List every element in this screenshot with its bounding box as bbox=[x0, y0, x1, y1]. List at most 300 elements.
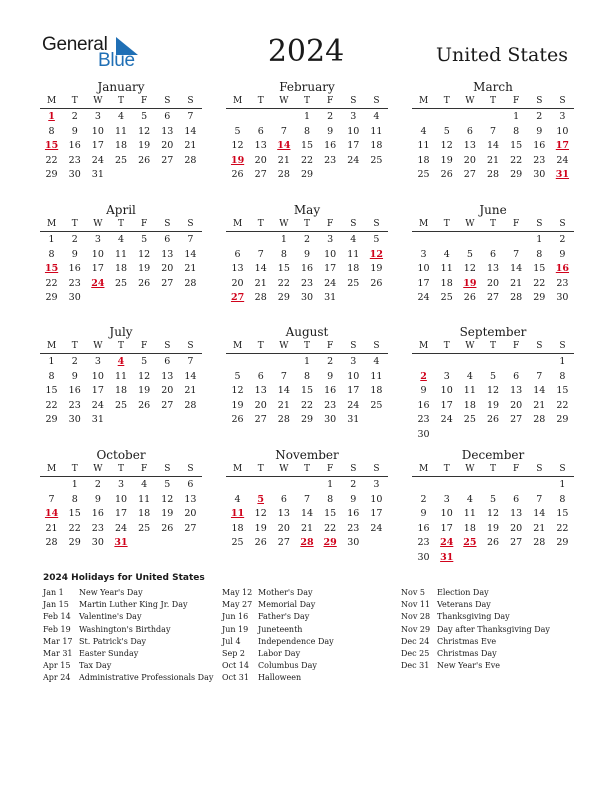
day-cell: 3 bbox=[117, 479, 125, 490]
weekday-label: T bbox=[257, 96, 264, 106]
empty-cell bbox=[249, 110, 272, 125]
day-cell: 23 bbox=[533, 154, 546, 166]
holiday-day: 28 bbox=[300, 537, 314, 548]
holiday-name: Administrative Professionals Day bbox=[79, 673, 214, 683]
day-cell: 18 bbox=[440, 277, 453, 289]
day-cell: 4 bbox=[443, 248, 450, 260]
holiday-name: Labor Day bbox=[258, 648, 301, 658]
day-cell: 18 bbox=[417, 154, 430, 166]
empty-cell bbox=[481, 110, 504, 125]
weekday-label: S bbox=[536, 219, 543, 229]
day-cell: 23 bbox=[417, 537, 430, 548]
day-grid bbox=[412, 477, 574, 565]
empty-cell bbox=[272, 110, 295, 125]
weekday-label: F bbox=[513, 341, 520, 351]
holiday-row bbox=[222, 660, 334, 672]
day-cell: 8 bbox=[71, 493, 78, 505]
day-cell: 6 bbox=[234, 248, 241, 260]
day-cell: 5 bbox=[466, 248, 473, 260]
empty-cell bbox=[528, 478, 551, 493]
weekday-label: T bbox=[71, 96, 78, 106]
day-cell: 6 bbox=[164, 111, 171, 122]
day-cell: 30 bbox=[91, 537, 104, 548]
day-cell: 17 bbox=[440, 522, 453, 534]
day-cell: 25 bbox=[347, 277, 360, 289]
day-cell: 6 bbox=[489, 248, 497, 260]
holiday-date: Oct 14 bbox=[222, 661, 249, 671]
holiday-row bbox=[222, 587, 334, 599]
day-cell: 26 bbox=[486, 537, 500, 548]
day-cell: 12 bbox=[138, 248, 151, 260]
weekday-label: T bbox=[489, 219, 496, 229]
empty-cell bbox=[226, 233, 249, 248]
day-cell: 24 bbox=[440, 414, 453, 425]
empty-cell bbox=[505, 478, 528, 493]
weekday-label: S bbox=[187, 341, 194, 351]
day-cell: 12 bbox=[486, 385, 500, 396]
weekday-header bbox=[40, 340, 202, 354]
day-cell: 8 bbox=[559, 370, 566, 382]
day-cell: 10 bbox=[347, 370, 360, 382]
day-cell: 4 bbox=[117, 111, 125, 122]
weekday-label: T bbox=[117, 464, 124, 474]
day-cell: 23 bbox=[300, 277, 314, 289]
day-cell: 15 bbox=[300, 140, 314, 151]
day-cell: 10 bbox=[370, 493, 383, 505]
day-cell: 1 bbox=[327, 479, 334, 490]
day-cell: 17 bbox=[91, 263, 104, 274]
day-cell: 1 bbox=[303, 111, 311, 122]
weekday-label: S bbox=[536, 96, 543, 106]
weekday-label: F bbox=[141, 219, 148, 229]
day-cell: 19 bbox=[138, 263, 151, 274]
day-cell: 25 bbox=[417, 169, 430, 180]
holiday-name: St. Patrick's Day bbox=[79, 636, 147, 646]
holiday-row bbox=[401, 587, 550, 599]
holiday-date: Feb 14 bbox=[43, 612, 71, 622]
day-cell: 29 bbox=[510, 169, 523, 180]
day-cell: 23 bbox=[91, 522, 104, 534]
weekday-label: S bbox=[559, 341, 566, 351]
day-cell: 18 bbox=[138, 508, 151, 519]
day-cell: 2 bbox=[536, 111, 543, 122]
day-cell: 1 bbox=[559, 356, 566, 367]
month-july bbox=[40, 324, 202, 428]
day-cell: 15 bbox=[300, 385, 314, 396]
empty-cell bbox=[458, 355, 481, 370]
weekday-label: M bbox=[46, 96, 57, 106]
day-cell: 29 bbox=[45, 292, 58, 303]
day-cell: 19 bbox=[138, 385, 151, 396]
day-cell: 21 bbox=[184, 140, 197, 151]
day-cell: 2 bbox=[71, 234, 78, 245]
day-cell: 17 bbox=[347, 140, 360, 151]
empty-cell bbox=[226, 478, 249, 493]
empty-cell bbox=[295, 478, 318, 493]
day-cell: 27 bbox=[486, 292, 500, 303]
day-cell: 13 bbox=[161, 125, 174, 137]
month-title: April bbox=[106, 203, 136, 217]
day-cell: 12 bbox=[254, 508, 267, 519]
day-cell: 4 bbox=[373, 356, 380, 367]
day-cell: 26 bbox=[161, 522, 174, 534]
weekday-label: F bbox=[327, 341, 334, 351]
holiday-day: 31 bbox=[555, 169, 570, 180]
month-title: December bbox=[461, 448, 525, 462]
holiday-row bbox=[222, 636, 334, 648]
day-cell: 1 bbox=[536, 234, 543, 245]
holiday-row bbox=[222, 648, 334, 660]
day-cell: 27 bbox=[463, 169, 476, 180]
month-april bbox=[40, 202, 202, 306]
day-cell: 6 bbox=[513, 493, 520, 505]
day-cell: 16 bbox=[417, 399, 430, 411]
weekday-label: S bbox=[373, 464, 380, 474]
holiday-date: Sep 2 bbox=[222, 648, 245, 658]
holiday-row bbox=[222, 624, 334, 636]
weekday-label: T bbox=[303, 96, 310, 106]
day-cell: 3 bbox=[94, 111, 101, 122]
day-cell: 24 bbox=[347, 154, 360, 166]
holiday-row bbox=[43, 660, 213, 672]
holiday-date: Oct 31 bbox=[222, 673, 249, 683]
day-cell: 11 bbox=[463, 508, 476, 519]
day-cell: 2 bbox=[327, 356, 334, 367]
day-cell: 21 bbox=[277, 399, 290, 411]
day-cell: 7 bbox=[187, 356, 194, 367]
day-cell: 14 bbox=[300, 508, 314, 519]
day-cell: 9 bbox=[536, 125, 543, 137]
day-cell: 21 bbox=[300, 522, 314, 534]
weekday-label: T bbox=[71, 464, 78, 474]
day-cell: 6 bbox=[280, 493, 287, 505]
holiday-name: Veterans Day bbox=[437, 600, 491, 610]
holiday-day: 5 bbox=[257, 493, 265, 505]
day-cell: 20 bbox=[277, 522, 290, 534]
holiday-row bbox=[43, 611, 213, 623]
weekday-label: T bbox=[71, 219, 78, 229]
day-cell: 20 bbox=[510, 399, 523, 411]
holiday-row bbox=[222, 599, 334, 611]
holiday-day: 15 bbox=[44, 140, 59, 151]
country-name: United States bbox=[435, 44, 568, 66]
weekday-label: S bbox=[559, 464, 566, 474]
day-cell: 8 bbox=[48, 125, 55, 137]
day-cell: 11 bbox=[370, 370, 383, 382]
day-cell: 17 bbox=[440, 399, 453, 411]
weekday-header bbox=[226, 340, 388, 354]
empty-cell bbox=[528, 355, 551, 370]
day-cell: 4 bbox=[466, 493, 473, 505]
holiday-day: 31 bbox=[114, 537, 128, 548]
day-cell: 5 bbox=[234, 125, 241, 137]
day-cell: 19 bbox=[254, 522, 267, 534]
day-cell: 9 bbox=[71, 248, 78, 260]
day-grid bbox=[412, 232, 574, 306]
day-cell: 26 bbox=[231, 169, 244, 180]
day-cell: 18 bbox=[114, 140, 128, 151]
day-cell: 4 bbox=[466, 370, 473, 382]
day-cell: 2 bbox=[559, 234, 566, 245]
day-cell: 25 bbox=[138, 522, 151, 534]
day-cell: 13 bbox=[486, 263, 500, 274]
holiday-date: Nov 11 bbox=[401, 600, 431, 610]
day-cell: 28 bbox=[184, 277, 197, 289]
holiday-name: Day after Thanksgiving Day bbox=[437, 624, 550, 634]
weekday-label: T bbox=[443, 464, 450, 474]
weekday-header bbox=[226, 218, 388, 232]
day-cell: 28 bbox=[533, 537, 546, 548]
day-cell: 11 bbox=[114, 125, 128, 137]
day-cell: 1 bbox=[280, 234, 287, 245]
weekday-label: T bbox=[489, 96, 496, 106]
day-cell: 18 bbox=[114, 263, 128, 274]
day-cell: 26 bbox=[138, 277, 151, 289]
weekday-label: S bbox=[164, 96, 171, 106]
day-cell: 6 bbox=[187, 479, 194, 490]
day-cell: 21 bbox=[533, 522, 546, 534]
holiday-name: Valentine's Day bbox=[79, 612, 142, 622]
holiday-date: Feb 19 bbox=[43, 624, 71, 634]
holiday-row bbox=[401, 624, 550, 636]
day-cell: 24 bbox=[91, 154, 104, 166]
holiday-date: Jan 1 bbox=[43, 588, 64, 597]
month-august bbox=[226, 324, 388, 428]
holiday-day: 29 bbox=[323, 537, 337, 548]
weekday-label: M bbox=[418, 341, 429, 351]
holidays-column bbox=[222, 587, 334, 685]
day-cell: 20 bbox=[254, 399, 267, 411]
weekday-label: T bbox=[257, 341, 264, 351]
day-cell: 29 bbox=[277, 292, 290, 303]
weekday-label: S bbox=[164, 341, 171, 351]
day-cell: 15 bbox=[324, 508, 337, 519]
day-cell: 18 bbox=[463, 522, 476, 534]
day-cell: 25 bbox=[370, 154, 383, 166]
weekday-label: W bbox=[279, 96, 289, 106]
holiday-day: 14 bbox=[44, 508, 59, 519]
day-cell: 15 bbox=[556, 508, 569, 519]
weekday-label: S bbox=[536, 464, 543, 474]
weekday-label: F bbox=[141, 464, 148, 474]
day-grid bbox=[412, 109, 574, 183]
empty-cell bbox=[226, 110, 249, 125]
weekday-label: S bbox=[536, 341, 543, 351]
weekday-label: W bbox=[465, 219, 475, 229]
day-cell: 10 bbox=[324, 248, 337, 260]
weekday-label: T bbox=[443, 96, 450, 106]
holiday-name: Tax Day bbox=[79, 661, 112, 671]
day-cell: 22 bbox=[300, 154, 314, 166]
day-cell: 4 bbox=[234, 493, 241, 505]
holiday-day: 1 bbox=[48, 111, 55, 122]
day-cell: 25 bbox=[114, 399, 128, 411]
calendar-year: 2024 bbox=[267, 34, 345, 69]
day-cell: 8 bbox=[280, 248, 287, 260]
day-cell: 3 bbox=[350, 356, 357, 367]
day-cell: 7 bbox=[48, 493, 55, 505]
day-cell: 20 bbox=[510, 522, 523, 534]
holiday-name: Halloween bbox=[258, 673, 302, 683]
day-cell: 17 bbox=[347, 385, 360, 396]
day-cell: 16 bbox=[68, 140, 81, 151]
holiday-date: Jun 16 bbox=[222, 612, 249, 622]
day-cell: 27 bbox=[161, 277, 174, 289]
day-cell: 28 bbox=[277, 169, 290, 180]
day-cell: 23 bbox=[68, 277, 81, 289]
holiday-date: Mar 31 bbox=[43, 648, 73, 658]
day-cell: 19 bbox=[486, 522, 500, 534]
day-cell: 25 bbox=[463, 414, 476, 425]
day-cell: 3 bbox=[327, 234, 334, 245]
day-cell: 27 bbox=[277, 537, 290, 548]
weekday-label: S bbox=[559, 219, 566, 229]
holiday-name: Memorial Day bbox=[258, 600, 316, 610]
weekday-label: W bbox=[93, 341, 103, 351]
day-cell: 14 bbox=[184, 125, 197, 137]
day-cell: 30 bbox=[556, 292, 569, 303]
empty-cell bbox=[435, 478, 458, 493]
day-cell: 8 bbox=[327, 493, 334, 505]
day-cell: 13 bbox=[254, 385, 267, 396]
weekday-label: T bbox=[443, 341, 450, 351]
holiday-date: Nov 5 bbox=[401, 588, 425, 597]
holiday-date: Jun 19 bbox=[222, 624, 249, 634]
day-cell: 19 bbox=[370, 263, 383, 274]
day-cell: 4 bbox=[117, 234, 125, 245]
month-may bbox=[226, 202, 388, 306]
weekday-label: T bbox=[257, 219, 264, 229]
day-grid bbox=[226, 109, 388, 183]
holiday-date: Jan 15 bbox=[43, 600, 69, 610]
holiday-row bbox=[222, 611, 334, 623]
day-cell: 16 bbox=[324, 140, 337, 151]
holiday-name: New Year's Day bbox=[79, 588, 143, 597]
day-cell: 18 bbox=[114, 385, 128, 396]
day-cell: 30 bbox=[68, 169, 81, 180]
logo-text-blue: Blue bbox=[98, 50, 135, 71]
month-title: September bbox=[459, 325, 527, 339]
day-cell: 19 bbox=[138, 140, 151, 151]
day-cell: 27 bbox=[510, 414, 523, 425]
day-cell: 24 bbox=[114, 522, 128, 534]
day-cell: 30 bbox=[300, 292, 314, 303]
day-cell: 3 bbox=[350, 111, 357, 122]
holiday-name: Christmas Eve bbox=[437, 636, 497, 646]
weekday-label: M bbox=[232, 341, 243, 351]
weekday-label: W bbox=[465, 464, 475, 474]
day-cell: 31 bbox=[324, 292, 337, 303]
weekday-label: T bbox=[443, 219, 450, 229]
day-cell: 23 bbox=[347, 522, 360, 534]
day-cell: 28 bbox=[254, 292, 267, 303]
day-cell: 17 bbox=[370, 508, 383, 519]
day-cell: 28 bbox=[510, 292, 523, 303]
day-cell: 16 bbox=[68, 385, 81, 396]
day-cell: 6 bbox=[164, 234, 171, 245]
day-cell: 3 bbox=[420, 248, 427, 260]
empty-cell bbox=[458, 110, 481, 125]
day-cell: 2 bbox=[71, 356, 78, 367]
day-cell: 22 bbox=[45, 154, 58, 166]
holiday-date: Apr 15 bbox=[43, 661, 71, 671]
day-cell: 10 bbox=[114, 493, 128, 505]
weekday-header bbox=[226, 463, 388, 477]
weekday-label: W bbox=[465, 341, 475, 351]
day-cell: 8 bbox=[303, 125, 311, 137]
holiday-date: Nov 29 bbox=[401, 624, 431, 634]
month-october bbox=[40, 447, 202, 551]
holiday-row bbox=[43, 599, 213, 611]
holiday-day: 27 bbox=[230, 292, 245, 303]
day-cell: 6 bbox=[466, 125, 473, 137]
holiday-row bbox=[43, 672, 213, 684]
day-grid bbox=[412, 354, 574, 442]
day-cell: 25 bbox=[114, 154, 128, 166]
holiday-row bbox=[401, 611, 550, 623]
day-cell: 17 bbox=[324, 263, 337, 274]
day-cell: 28 bbox=[533, 414, 546, 425]
day-cell: 7 bbox=[280, 370, 287, 382]
day-cell: 7 bbox=[303, 493, 311, 505]
empty-cell bbox=[226, 355, 249, 370]
day-cell: 30 bbox=[347, 537, 360, 548]
month-title: February bbox=[279, 80, 335, 94]
day-cell: 22 bbox=[45, 399, 58, 411]
empty-cell bbox=[249, 478, 272, 493]
weekday-label: S bbox=[373, 341, 380, 351]
day-cell: 23 bbox=[556, 277, 569, 289]
day-cell: 3 bbox=[373, 479, 380, 490]
holiday-row bbox=[401, 599, 550, 611]
day-cell: 3 bbox=[94, 234, 101, 245]
day-cell: 10 bbox=[91, 125, 104, 137]
day-cell: 31 bbox=[91, 414, 104, 425]
day-cell: 9 bbox=[559, 248, 566, 260]
day-cell: 12 bbox=[486, 508, 500, 519]
empty-cell bbox=[412, 233, 435, 248]
month-title: October bbox=[96, 448, 146, 462]
day-cell: 24 bbox=[91, 399, 104, 411]
empty-cell bbox=[435, 233, 458, 248]
day-cell: 26 bbox=[440, 169, 453, 180]
day-cell: 24 bbox=[324, 277, 337, 289]
holiday-row bbox=[401, 636, 550, 648]
day-cell: 13 bbox=[510, 508, 523, 519]
day-cell: 9 bbox=[350, 493, 357, 505]
day-cell: 23 bbox=[68, 154, 81, 166]
day-cell: 6 bbox=[257, 370, 264, 382]
weekday-label: F bbox=[327, 219, 334, 229]
day-cell: 14 bbox=[533, 385, 546, 396]
weekday-label: T bbox=[117, 341, 124, 351]
day-cell: 16 bbox=[324, 385, 337, 396]
weekday-label: M bbox=[418, 219, 429, 229]
empty-cell bbox=[481, 233, 504, 248]
day-grid bbox=[226, 477, 388, 551]
weekday-label: T bbox=[303, 464, 310, 474]
day-cell: 16 bbox=[68, 263, 81, 274]
day-cell: 16 bbox=[91, 508, 104, 519]
day-cell: 25 bbox=[440, 292, 453, 303]
weekday-label: W bbox=[93, 96, 103, 106]
holidays-title: 2024 Holidays for United States bbox=[43, 573, 205, 583]
day-cell: 18 bbox=[463, 399, 476, 411]
day-cell: 2 bbox=[327, 111, 334, 122]
day-cell: 20 bbox=[231, 277, 244, 289]
day-cell: 17 bbox=[91, 140, 104, 151]
weekday-header bbox=[40, 95, 202, 109]
